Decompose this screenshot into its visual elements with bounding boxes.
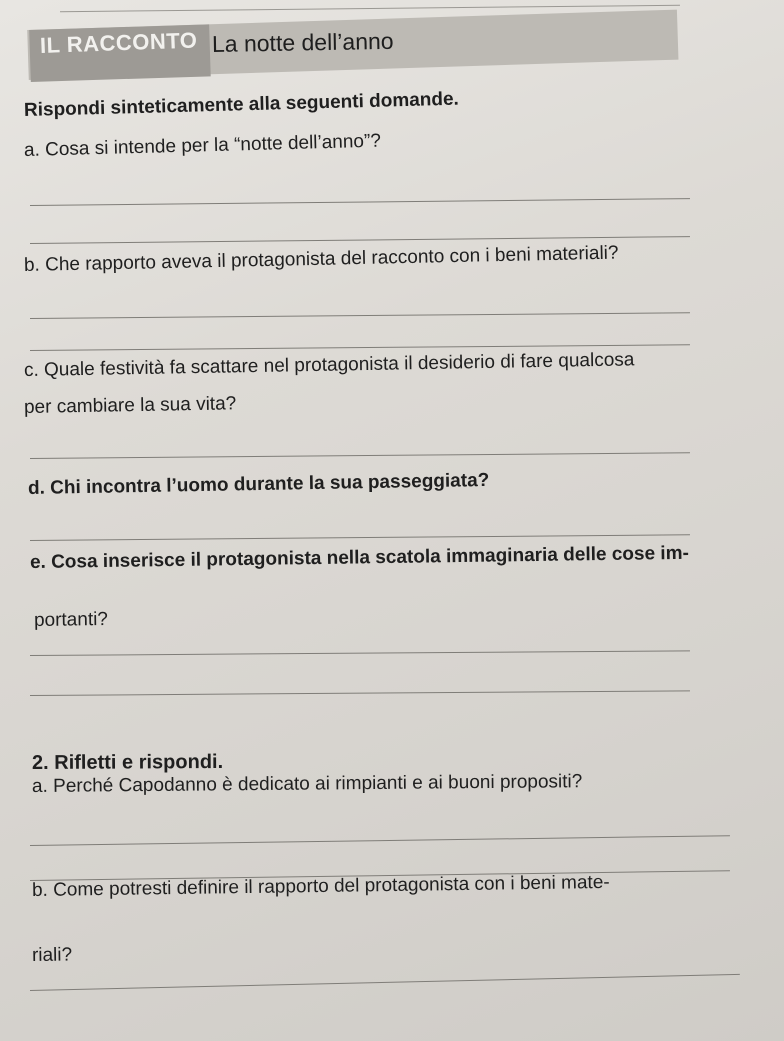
answer-line: [30, 974, 740, 991]
question-1c-continued: per cambiare la sua vita?: [23, 393, 237, 418]
answer-line: [30, 690, 690, 696]
question-2b-continued: riali?: [31, 944, 73, 966]
question-1e-continued: portanti?: [33, 608, 109, 631]
exercise-1-instruction: Rispondi sinteticamente alla seguenti domande.: [23, 88, 460, 121]
exercise-2-heading: 2. Rifletti e rispondi.: [31, 750, 224, 774]
question-1a: a. Cosa si intende per la “notte dell’anno”?: [23, 130, 382, 161]
top-rule: [60, 5, 680, 12]
answer-line: [30, 452, 690, 459]
question-1c: c. Quale festività fa scattare nel protagonista il desiderio di fare qualcosa: [23, 349, 635, 381]
answer-line: [30, 312, 690, 319]
answer-line: [30, 835, 730, 846]
question-1e: e. Cosa inserisce il protagonista nella scatola immaginaria delle cose im-: [29, 542, 689, 573]
question-2a: a. Perché Capodanno è dedicato ai rimpianti e ai buoni propositi?: [31, 771, 583, 797]
question-1b: b. Che rapporto aveva il protagonista del racconto con i beni materiali?: [23, 242, 619, 276]
answer-line: [30, 650, 690, 656]
story-title: La notte dell’anno: [211, 27, 394, 57]
question-2b: b. Come potresti definire il rapporto del protagonista con i beni mate-: [31, 871, 610, 901]
section-label: IL RACCONTO: [39, 27, 198, 58]
question-1d: d. Chi incontra l’uomo durante la sua passeggiata?: [27, 469, 490, 499]
answer-line: [30, 198, 690, 206]
answer-line: [30, 534, 690, 541]
